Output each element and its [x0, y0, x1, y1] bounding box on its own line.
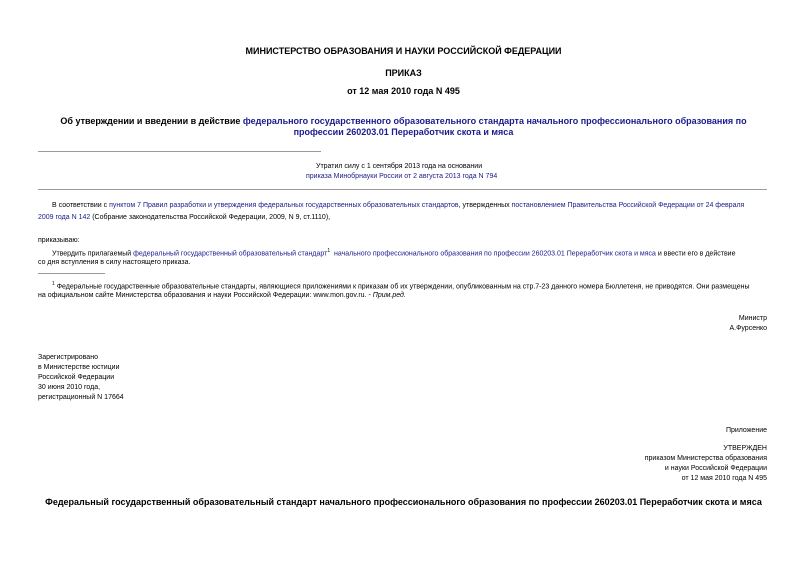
government-decree-link[interactable]: постановлением Правительства Российской Федерации от 24 февраля: [511, 202, 745, 209]
order-line2: со дня вступления в силу настоящего приказа.: [38, 259, 191, 266]
title-link-standard-cont[interactable]: профессии 260203.01 Переработчик скота и мяса: [293, 127, 514, 137]
title-link-standard[interactable]: федерального государственного образовательного стандарта начального профессионального образования по: [242, 116, 747, 126]
standard-title: Федеральный государственный образовательный стандарт начального профессионального образования по профессии 260203.01 Переработчик скота и мяса: [45, 497, 762, 507]
approval-line: от 12 мая 2010 года N 495: [681, 475, 767, 482]
doc-title-line2: [0, 127, 807, 137]
doc-date-number: от 12 мая 2010 года N 495: [347, 86, 460, 96]
standard-link-cont[interactable]: начального профессионального образования по профессии 260203.01 Переработчик скота и мяса: [333, 250, 656, 258]
government-decree-link-cont[interactable]: 2009 года N 142: [38, 214, 91, 221]
signatory-name: А.Фурсенко: [729, 325, 767, 332]
rules-link[interactable]: пунктом 7 Правил разработки и утверждения федеральных государственных образовательных стандартов: [109, 202, 459, 209]
status-line2: [306, 171, 497, 183]
approval-line: приказом Министерства образования: [644, 455, 767, 462]
status-repeal-link[interactable]: приказа Минобрнауки России от 2 августа 2013 года N 794: [306, 173, 498, 180]
registration-line: в Министерстве юстиции: [38, 364, 120, 371]
preamble-text-a: В соответствии с: [52, 202, 110, 209]
preamble-text-b: , утвержденных: [458, 202, 512, 209]
doc-title-line1: [0, 116, 807, 126]
footnote-text1: Федеральные государственные образовательные стандарты, являющиеся приложениями к приказам об их утверждении, опубликованным на стр.7-23 данного номера Бюллетеня, не приводятся. Они размещены: [54, 283, 750, 291]
footnote-mark: 1: [52, 281, 55, 287]
registration-line: Российской Федерации: [38, 374, 115, 381]
preamble-text-c: (Собрание законодательства Российской Федерации, 2009, N 9, ст.1110),: [90, 214, 331, 221]
doc-type-heading: ПРИКАЗ: [385, 68, 422, 78]
divider-long: [38, 189, 767, 190]
footnote-divider: [38, 273, 105, 274]
order-word: приказываю:: [38, 237, 80, 244]
registration-line: 30 июня 2010 года,: [38, 384, 101, 391]
appendix-label: Приложение: [725, 427, 767, 434]
footnote-line2: [38, 290, 406, 302]
footnote-ref[interactable]: 1: [327, 248, 331, 254]
registration-block: [38, 353, 124, 403]
approved-label: УТВЕРЖДЕН: [723, 445, 767, 452]
signatory-position: Министр: [738, 315, 767, 322]
status-line1: Утратил силу с 1 сентября 2013 года на основании: [316, 163, 483, 170]
appendix-approval: [560, 444, 767, 484]
order-text-b: и ввести его в действие: [655, 250, 736, 258]
registration-line: регистрационный N 17664: [38, 394, 124, 401]
preamble-line2: [38, 212, 330, 224]
footnote-text2: на официальном сайте Министерства образования и науки Российской Федерации: www.mon.gov.ru. -: [38, 292, 373, 299]
order-text-a: Утвердить прилагаемый: [52, 250, 134, 258]
registration-line: Зарегистрировано: [38, 354, 98, 361]
doc-title-prefix: Об утверждении и введении в действие: [60, 116, 243, 126]
preamble-line1: [52, 200, 772, 212]
approval-line: и науки Российской Федерации: [664, 465, 767, 472]
divider-short: [38, 151, 321, 152]
ministry-heading: МИНИСТЕРСТВО ОБРАЗОВАНИЯ И НАУКИ РОССИЙСКОЙ ФЕДЕРАЦИИ: [245, 46, 562, 56]
editor-note: Прим.ред.: [372, 292, 406, 299]
standard-link[interactable]: федеральный государственный образовательный стандарт: [133, 250, 328, 258]
